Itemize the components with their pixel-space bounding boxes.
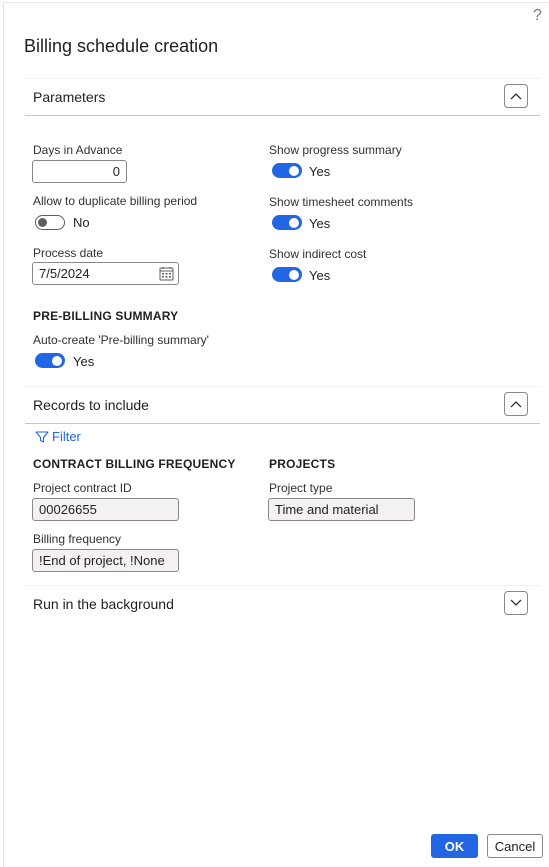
contract-billing-frequency-title: CONTRACT BILLING FREQUENCY (33, 457, 236, 471)
calendar-icon[interactable] (159, 266, 174, 281)
parameters-section-header[interactable] (25, 78, 540, 116)
show-indirect-cost-toggle[interactable] (272, 267, 302, 282)
allow-duplicate-toggle[interactable] (35, 215, 65, 230)
dialog-title: Billing schedule creation (24, 36, 219, 56)
cancel-button[interactable]: Cancel (487, 834, 543, 858)
chevron-up-icon (510, 400, 522, 408)
show-timesheet-comments-state: Yes (309, 216, 331, 231)
chevron-up-icon (510, 92, 522, 100)
parameters-collapse-button[interactable] (504, 84, 528, 108)
parameters-section-label: Parameters (33, 89, 106, 105)
show-timesheet-comments-toggle[interactable] (272, 215, 302, 230)
project-contract-id-field[interactable]: 00026655 (32, 498, 179, 521)
process-date-input[interactable] (32, 262, 179, 285)
background-section-label: Run in the background (33, 596, 174, 612)
billing-frequency-field[interactable]: !End of project, !None (32, 549, 179, 572)
process-date-value: 7/5/2024 (39, 266, 90, 281)
background-expand-button[interactable] (504, 591, 528, 615)
show-indirect-cost-label: Show indirect cost (269, 247, 367, 261)
project-type-label: Project type (269, 481, 333, 495)
ok-button[interactable]: OK (431, 834, 478, 858)
projects-title: PROJECTS (269, 457, 336, 471)
background-section-header[interactable] (25, 585, 540, 623)
days-in-advance-input[interactable]: 0 (32, 160, 127, 183)
project-type-field[interactable]: Time and material (268, 498, 415, 521)
show-indirect-cost-state: Yes (309, 268, 331, 283)
show-progress-summary-state: Yes (309, 164, 331, 179)
days-in-advance-label: Days in Advance (33, 143, 123, 157)
chevron-down-icon (510, 599, 522, 607)
project-contract-id-label: Project contract ID (33, 481, 132, 495)
pre-billing-summary-title: PRE-BILLING SUMMARY (33, 309, 179, 323)
process-date-label: Process date (33, 246, 104, 260)
show-progress-summary-toggle[interactable] (272, 163, 302, 178)
billing-frequency-label: Billing frequency (33, 532, 122, 546)
auto-create-state: Yes (73, 354, 95, 369)
billing-schedule-dialog (3, 2, 549, 867)
auto-create-toggle[interactable] (35, 353, 65, 368)
filter-link[interactable] (35, 429, 81, 444)
filter-label: Filter (52, 429, 81, 444)
auto-create-label: Auto-create 'Pre-billing summary' (33, 333, 209, 347)
show-progress-summary-label: Show progress summary (269, 143, 402, 157)
allow-duplicate-state: No (73, 215, 90, 230)
records-section-label: Records to include (33, 397, 149, 413)
show-timesheet-comments-label: Show timesheet comments (269, 195, 414, 209)
records-collapse-button[interactable] (504, 392, 528, 416)
help-icon[interactable]: ? (533, 7, 542, 24)
records-section-header[interactable] (25, 386, 540, 424)
filter-icon (35, 430, 49, 444)
allow-duplicate-label: Allow to duplicate billing period (33, 194, 198, 208)
